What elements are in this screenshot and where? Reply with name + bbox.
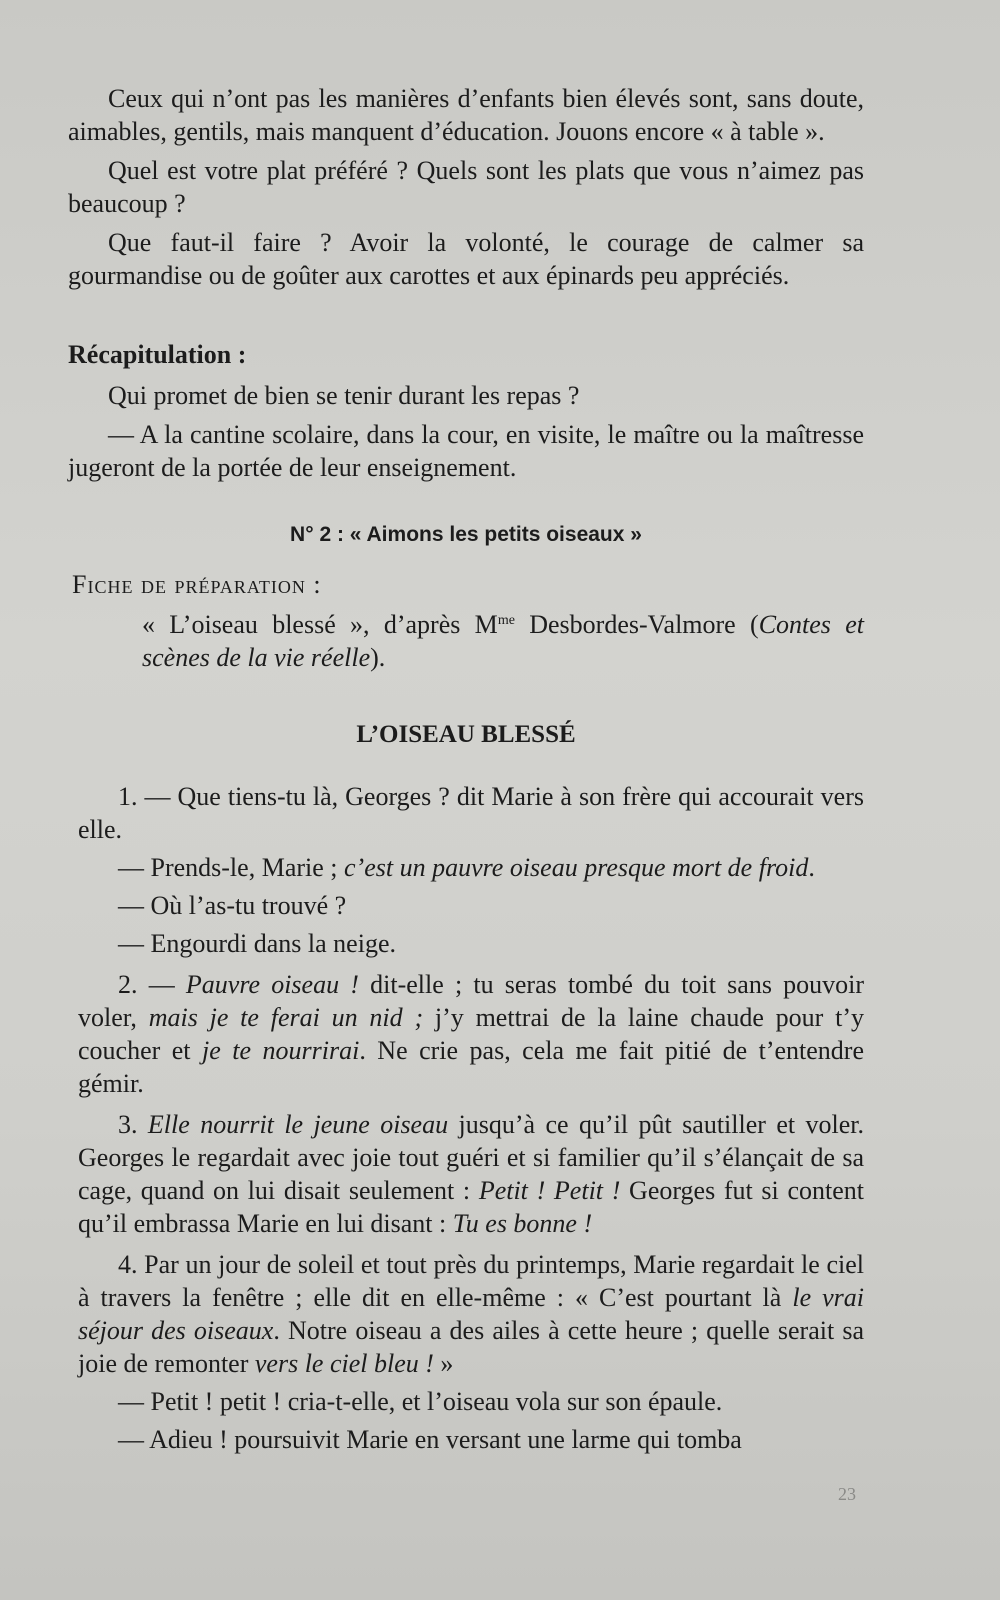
story-line-3: — Où l’as-tu trouvé ? [118, 891, 347, 920]
story-line-2-b: . [808, 853, 815, 882]
story-title: L’OISEAU BLESSÉ [356, 721, 576, 748]
p4-italic-2: vers le ciel bleu ! [254, 1349, 434, 1378]
p2-italic-3: je te nourrirai [202, 1036, 360, 1065]
p2-a: 2. — [118, 970, 186, 999]
reference-book-title: Contes et scènes de la vie réelle [142, 610, 865, 672]
reference [142, 604, 864, 674]
reference-superscript: me [497, 613, 515, 628]
recap-heading: Récapitulation : [68, 340, 247, 369]
fiche-label-text: Fiche de préparation : [72, 570, 322, 599]
recap-answer: — A la cantine scolaire, dans la cour, en visite, le maître ou la maîtresse jugeront de la portée de leur enseignement. [68, 420, 864, 482]
p2-d: . Ne crie pas, cela me fait pitié de t’entendre gémir. [78, 1036, 864, 1098]
p4-italic-1: le vrai séjour des oiseaux [78, 1283, 865, 1345]
reference-part-c: ). [370, 643, 386, 672]
p4-b: . Notre oiseau a des ailes à cette heure ; quelle serait sa joie de remonter [78, 1316, 864, 1378]
story-line-2-italic: c’est un pauvre oiseau presque mort de froid [344, 853, 809, 882]
recap-question: Qui promet de bien se tenir durant les repas ? [108, 381, 580, 410]
p4-a: 4. Par un jour de soleil et tout près du printemps, Marie regardait le ciel à travers la fenêtre ; elle dit en elle-même : « C’est pourtant là [78, 1250, 864, 1312]
story-line-5: — Petit ! petit ! cria-t-elle, et l’oiseau vola sur son épaule. [118, 1387, 723, 1416]
intro-paragraph-2: Quel est votre plat préféré ? Quels sont les plats que vous n’aimez pas beaucoup ? [68, 156, 864, 218]
p3-italic-3: Tu es bonne ! [452, 1209, 593, 1238]
intro-paragraph-1: Ceux qui n’ont pas les manières d’enfants bien élevés sont, sans doute, aimables, gentils, mais manquent d’éducation. Jouons encore « à table ». [68, 84, 864, 146]
intro-section [68, 82, 864, 292]
p3-italic-2: Petit ! Petit ! [478, 1176, 621, 1205]
p2-italic-2: mais je te ferai un nid ; [148, 1003, 424, 1032]
page-number: 23 [838, 1484, 856, 1504]
reference-text [142, 604, 864, 674]
story-line-2 [78, 851, 864, 884]
p3-c: Georges fut si content qu’il embrassa Marie en lui disant : [78, 1176, 864, 1238]
intro-paragraph-3: Que faut-il faire ? Avoir la volonté, le courage de calmer sa gourmandise ou de goûter aux carottes et aux épinards peu appréciés. [68, 228, 864, 290]
story-line-6: — Adieu ! poursuivit Marie en versant une larme qui tomba [118, 1425, 742, 1454]
fiche-label [72, 568, 868, 601]
story-line-4: — Engourdi dans la neige. [118, 929, 396, 958]
p4-c: » [433, 1349, 454, 1378]
story-line-1: 1. — Que tiens-tu là, Georges ? dit Marie à son frère qui accourait vers elle. [78, 782, 864, 844]
recap-section [68, 338, 864, 484]
p2-b: dit-elle ; tu seras tombé du toit sans pouvoir voler, [78, 970, 865, 1032]
reference-part-b: Desbordes-Valmore ( [514, 610, 759, 639]
reference-part-a: « L’oiseau blessé », d’après M [142, 610, 498, 639]
p3-b: jusqu’à ce qu’il pût sautiller et voler. Georges le regardait avec joie tout guéri et si familier qu’il s’élançait de sa cage, quand on lui disait seulement : [78, 1110, 864, 1205]
p2-italic-1: Pauvre oiseau ! [185, 970, 359, 999]
p3-italic-1: Elle nourrit le jeune oiseau [147, 1110, 449, 1139]
story-paragraph-2 [78, 968, 864, 1100]
lesson-title: N° 2 : « Aimons les petits oiseaux » [290, 523, 642, 546]
p3-a: 3. [118, 1110, 148, 1139]
story-paragraph-4 [78, 1248, 864, 1380]
p2-c: j’y mettrai de la laine chaude pour t’y coucher et [78, 1003, 864, 1065]
story-paragraph-3 [78, 1108, 864, 1240]
story-body [78, 780, 864, 1456]
story-line-2-a: — Prends-le, Marie ; [118, 853, 345, 882]
